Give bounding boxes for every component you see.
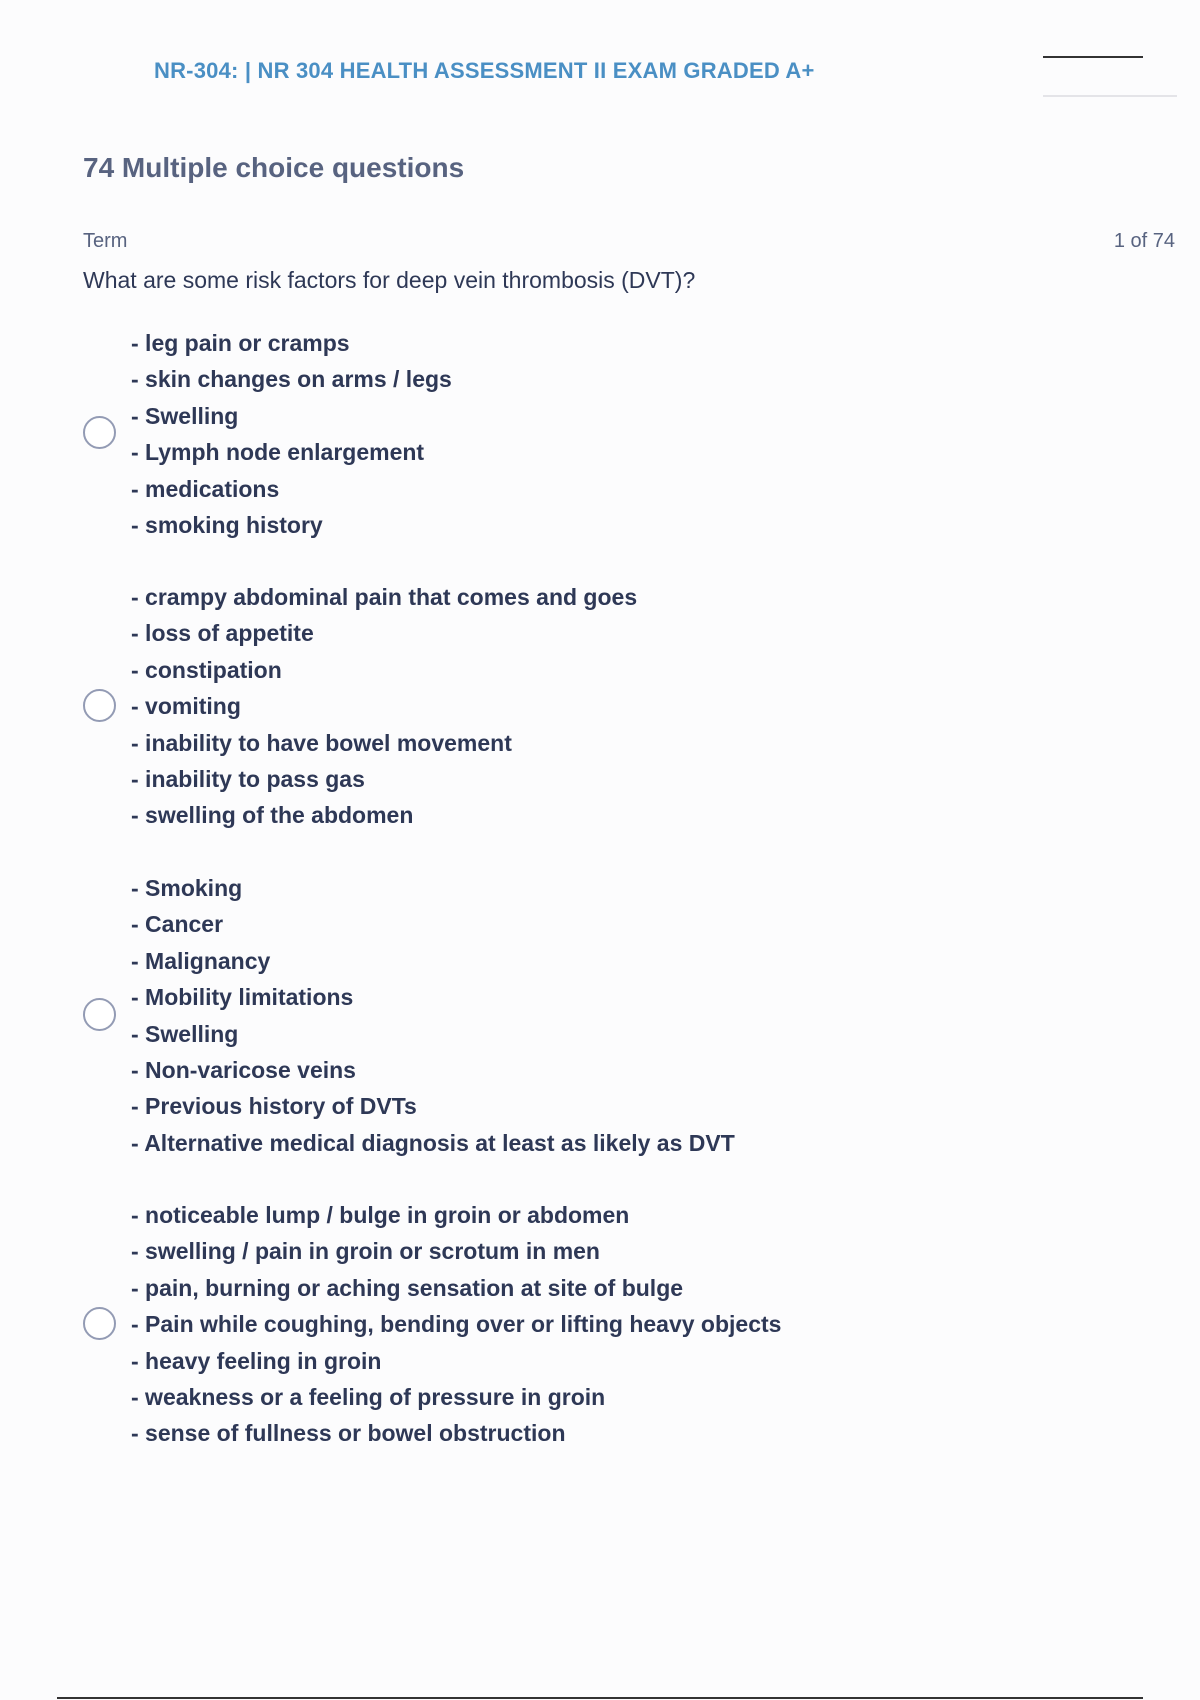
- answer-line: - Cancer: [131, 911, 224, 938]
- answer-lines: [131, 870, 735, 1161]
- term-label: Term: [83, 230, 128, 252]
- radio-button[interactable]: [83, 689, 116, 722]
- answer-line: - sense of fullness or bowel obstruction: [131, 1420, 566, 1447]
- answer-line: - inability to have bowel movement: [131, 729, 512, 756]
- question-text: What are some risk factors for deep vein thrombosis (DVT)?: [83, 267, 696, 293]
- footer-divider: [57, 1697, 1143, 1699]
- answer-line: - vomiting: [131, 693, 241, 720]
- answer-line: - Malignancy: [131, 947, 271, 974]
- header-divider-bottom: [1043, 95, 1177, 97]
- answer-line: - weakness or a feeling of pressure in groin: [131, 1383, 606, 1410]
- answer-line: - pain, burning or aching sensation at site of bulge: [131, 1274, 684, 1301]
- answer-lines: [131, 579, 637, 834]
- answer-line: - Non-varicose veins: [131, 1056, 356, 1083]
- answer-line: - Swelling: [131, 1020, 239, 1047]
- answer-line: - heavy feeling in groin: [131, 1347, 382, 1374]
- answer-line: - Smoking: [131, 875, 243, 901]
- answer-line: - leg pain or cramps: [131, 330, 350, 356]
- answer-line: - constipation: [131, 656, 282, 683]
- header-divider-top: [1043, 56, 1143, 58]
- radio-button[interactable]: [83, 1307, 116, 1340]
- answer-line: - Mobility limitations: [131, 984, 354, 1011]
- question-counter: 1 of 74: [1113, 230, 1175, 252]
- answer-line: - smoking history: [131, 511, 323, 538]
- answer-line: - Pain while coughing, bending over or lifting heavy objects: [131, 1311, 782, 1338]
- answer-line: - crampy abdominal pain that comes and goes: [131, 584, 638, 610]
- answer-line: - swelling / pain in groin or scrotum in men: [131, 1238, 600, 1265]
- answer-line: - loss of appetite: [131, 620, 314, 647]
- answer-line: - Lymph node enlargement: [131, 439, 425, 466]
- answer-line: - noticeable lump / bulge in groin or abdomen: [131, 1202, 630, 1228]
- radio-button[interactable]: [83, 998, 116, 1031]
- answer-line: - medications: [131, 475, 280, 502]
- section-title: 74 Multiple choice questions: [83, 152, 465, 183]
- answer-line: - Previous history of DVTs: [131, 1093, 417, 1120]
- answer-line: - Alternative medical diagnosis at least as likely as DVT: [131, 1129, 735, 1156]
- answer-lines: [131, 1197, 781, 1452]
- radio-button[interactable]: [83, 416, 116, 449]
- answer-line: - inability to pass gas: [131, 765, 365, 792]
- answer-line: - Swelling: [131, 402, 239, 429]
- answer-lines: [131, 325, 452, 543]
- document-title: NR-304: | NR 304 HEALTH ASSESSMENT II EXAM GRADED A+: [154, 58, 815, 83]
- answer-line: - skin changes on arms / legs: [131, 366, 452, 393]
- answer-line: - swelling of the abdomen: [131, 802, 414, 829]
